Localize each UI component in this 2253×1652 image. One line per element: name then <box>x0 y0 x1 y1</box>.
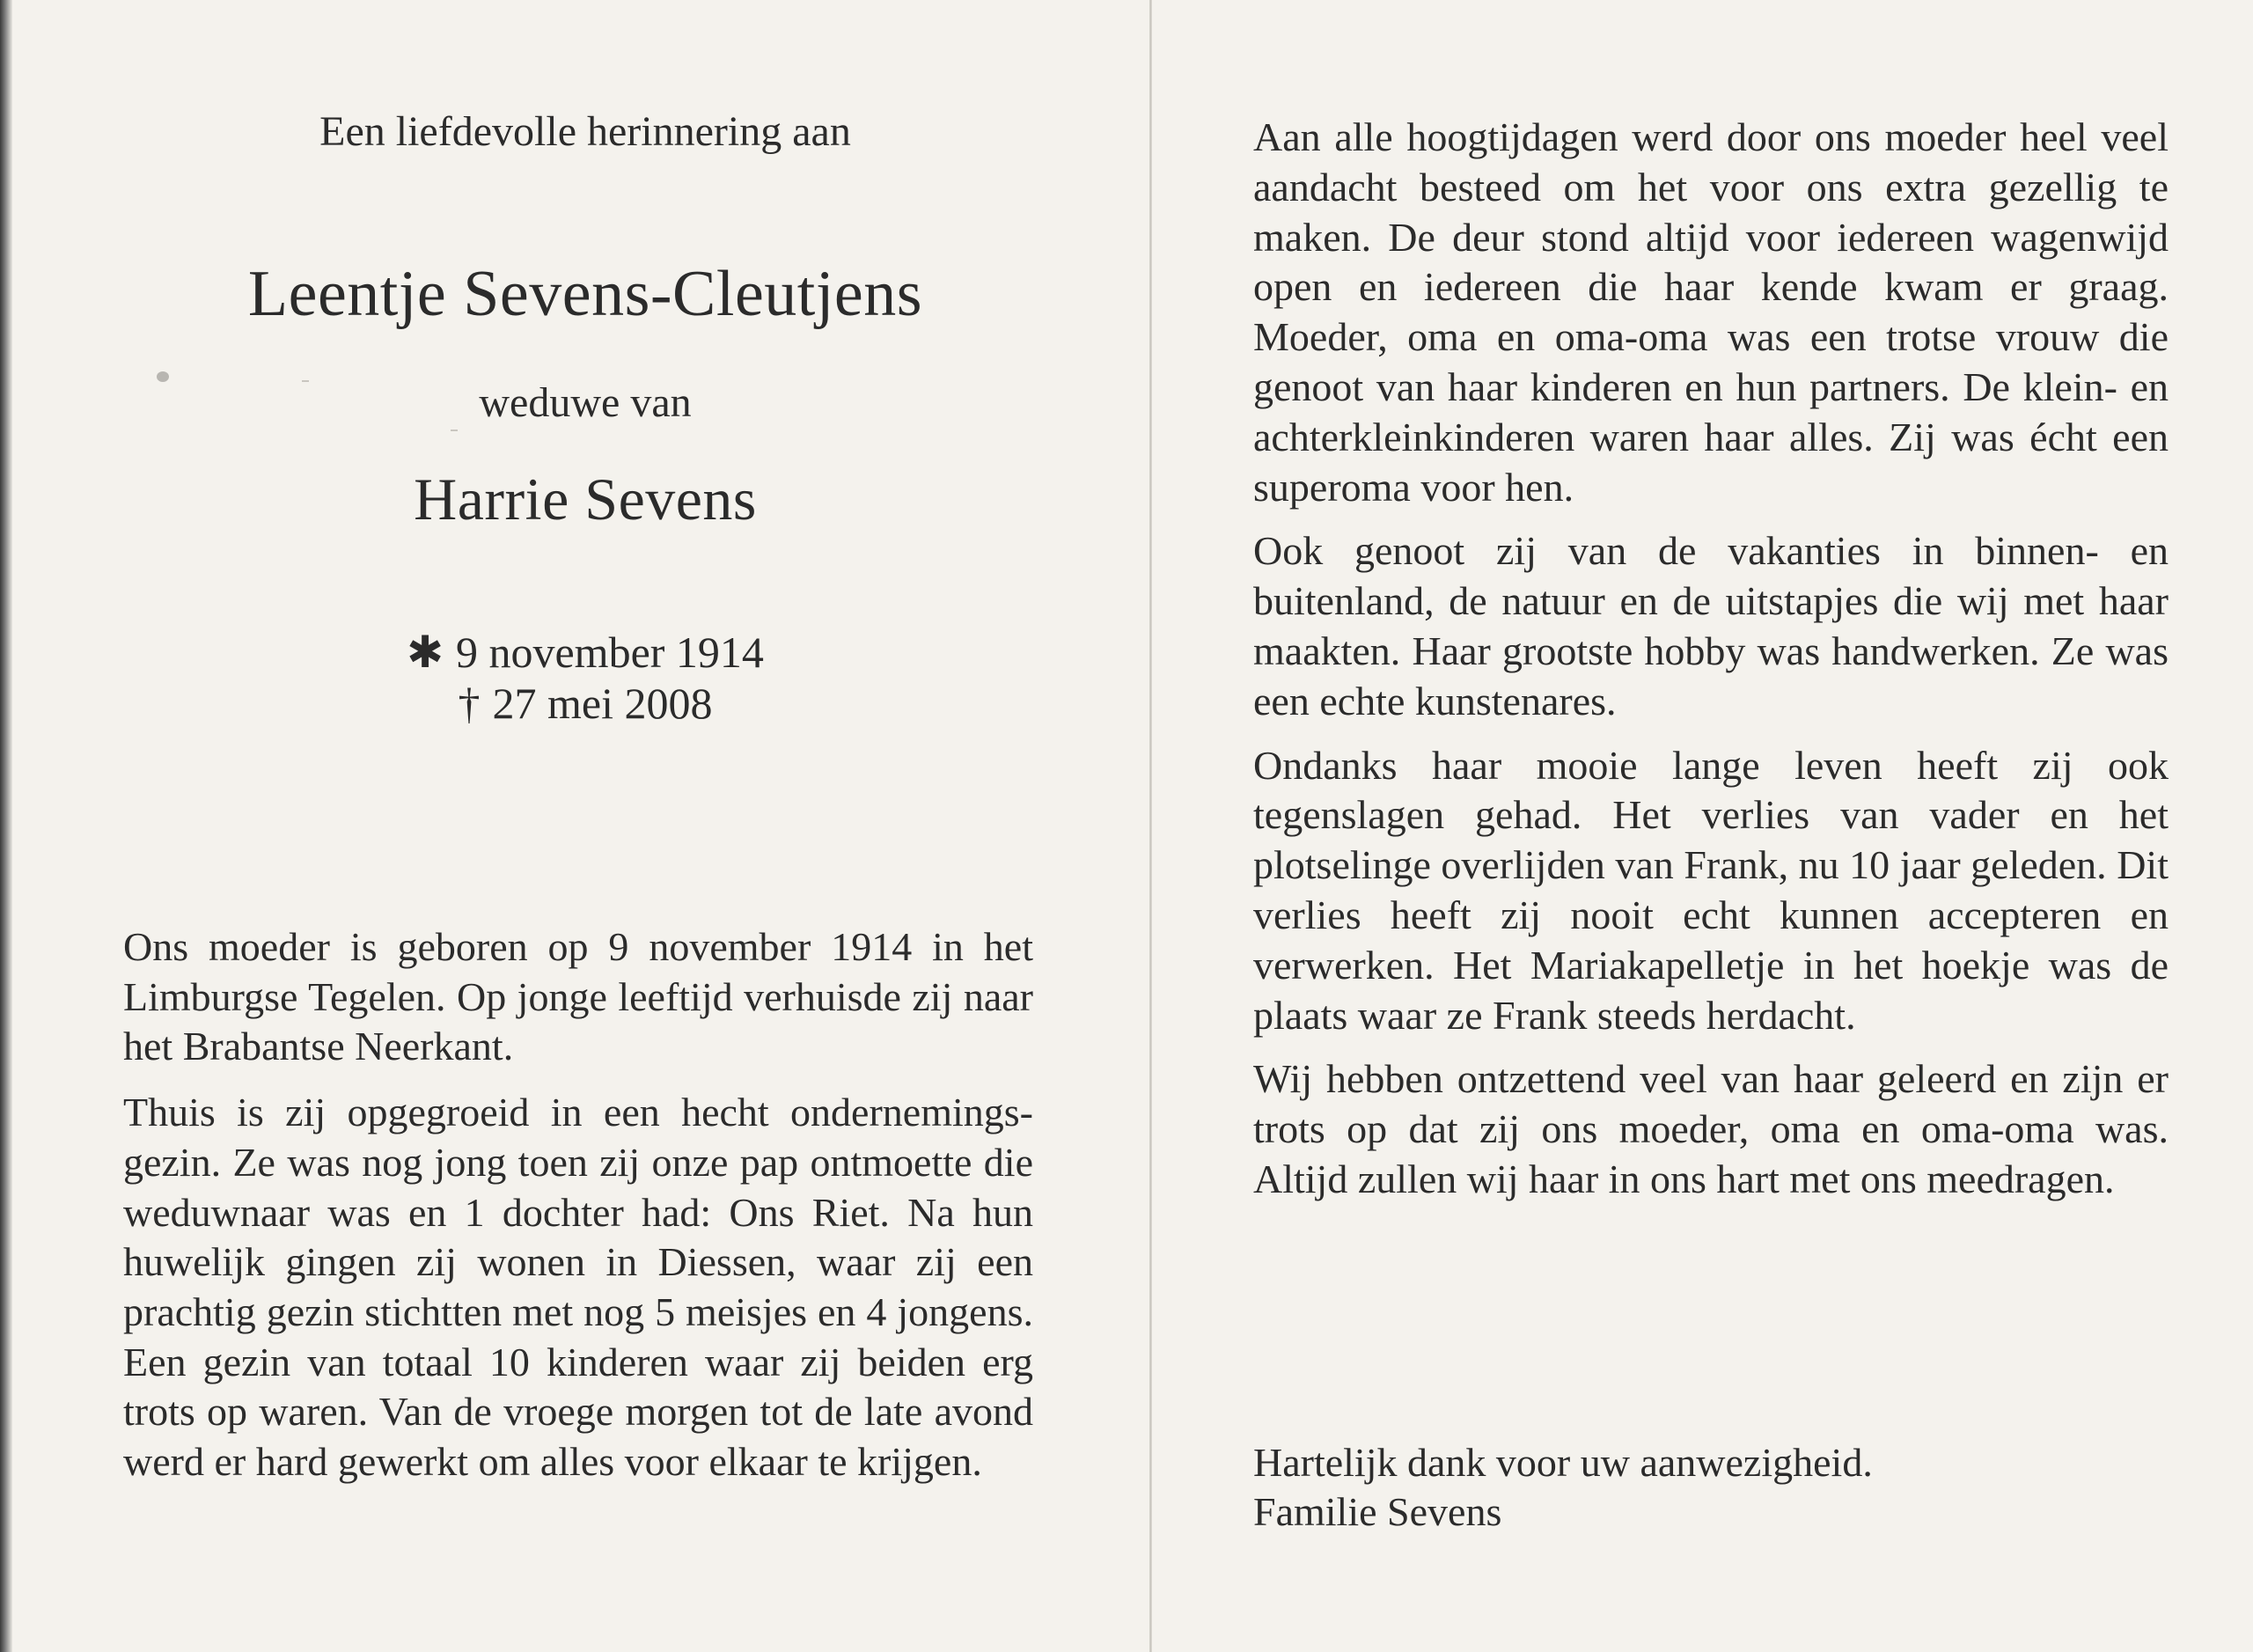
biography-paragraph: Aan alle hoogtijdagen werd door ons moeder heel veel aandacht besteed om het voor ons extra gezellig te maken. De deur stond altijd voor iedereen wagenwijd open en iedereen die haar kende kwam er graag. Moeder, oma en oma-oma was een trotse vrouw die genoot van haar kinderen en hun partners. De klein- en achterkleinkinderen waren haar alles. Zij was écht een superoma voor hen. <box>1253 114 2169 510</box>
intro-line: Een liefdevolle herinnering aan <box>319 108 851 155</box>
scan-edge-shadow <box>0 0 12 1652</box>
biography-paragraph: Ook genoot zij van de vakanties in binnen- en buitenland, de natuur en de uitstapjes die wij met haar maakten. Haar grootste hobby was handwerken. Ze was een echte kunstenares. <box>1253 528 2169 723</box>
birth-line <box>123 627 1047 678</box>
left-page <box>123 0 1038 1652</box>
family-signature: Familie Sevens <box>1253 1489 1502 1534</box>
thanks-line: Hartelijk dank voor uw aanwezigheid. <box>1253 1440 1873 1485</box>
death-date: 27 mei 2008 <box>492 679 713 728</box>
deceased-name: Leentje Sevens-Cleutjens <box>247 258 923 330</box>
widow-label: weduwe van <box>479 379 692 426</box>
birth-star-icon: ✱ <box>407 628 444 677</box>
closing-block <box>1253 1438 1873 1537</box>
biography-left <box>123 922 1033 1487</box>
husband-name: Harrie Sevens <box>414 466 757 532</box>
card-fold-line <box>1149 0 1152 1652</box>
birth-date: 9 november 1914 <box>455 628 764 677</box>
right-page <box>1253 113 2169 1205</box>
biography-paragraph: Ondanks haar mooie lange leven heeft zij ook tegenslagen gehad. Het verlies van vader en het plotselinge overlijden van Frank, nu 10 jaar geleden. Dit verlies heeft zij nooit echt kunnen accepteren en verwerken. Het Mariakapelletje in het hoekje was de plaats waar ze Frank steeds herdacht. <box>1253 742 2169 1038</box>
biography-paragraph: Thuis is zij opgegroeid in een hecht ondernemings-gezin. Ze was nog jong toen zij onze pap ontmoette die weduwnaar was en 1 dochter had: Ons Riet. Na hun huwelijk gingen zij wonen in Diessen, waar zij een prachtig gezin stichtten met nog 5 meisjes en 4 jongens. Een gezin van totaal 10 kinderen waar zij beiden erg trots op waren. Van de vroege morgen tot de late avond werd er hard gewerkt om alles voor elkaar te krijgen. <box>123 1090 1033 1485</box>
death-cross-icon: † <box>458 679 481 728</box>
death-line <box>123 678 1047 729</box>
biography-paragraph: Ons moeder is geboren op 9 november 1914 in het Limburgse Tegelen. Op jonge leeftijd verhuisde zij naar het Brabantse Neerkant. <box>123 924 1033 1069</box>
biography-paragraph: Wij hebben ontzettend veel van haar geleerd en zijn er trots op dat zij ons moeder, oma en oma-oma was. Altijd zullen wij haar in ons hart met ons meedragen. <box>1253 1056 2169 1201</box>
